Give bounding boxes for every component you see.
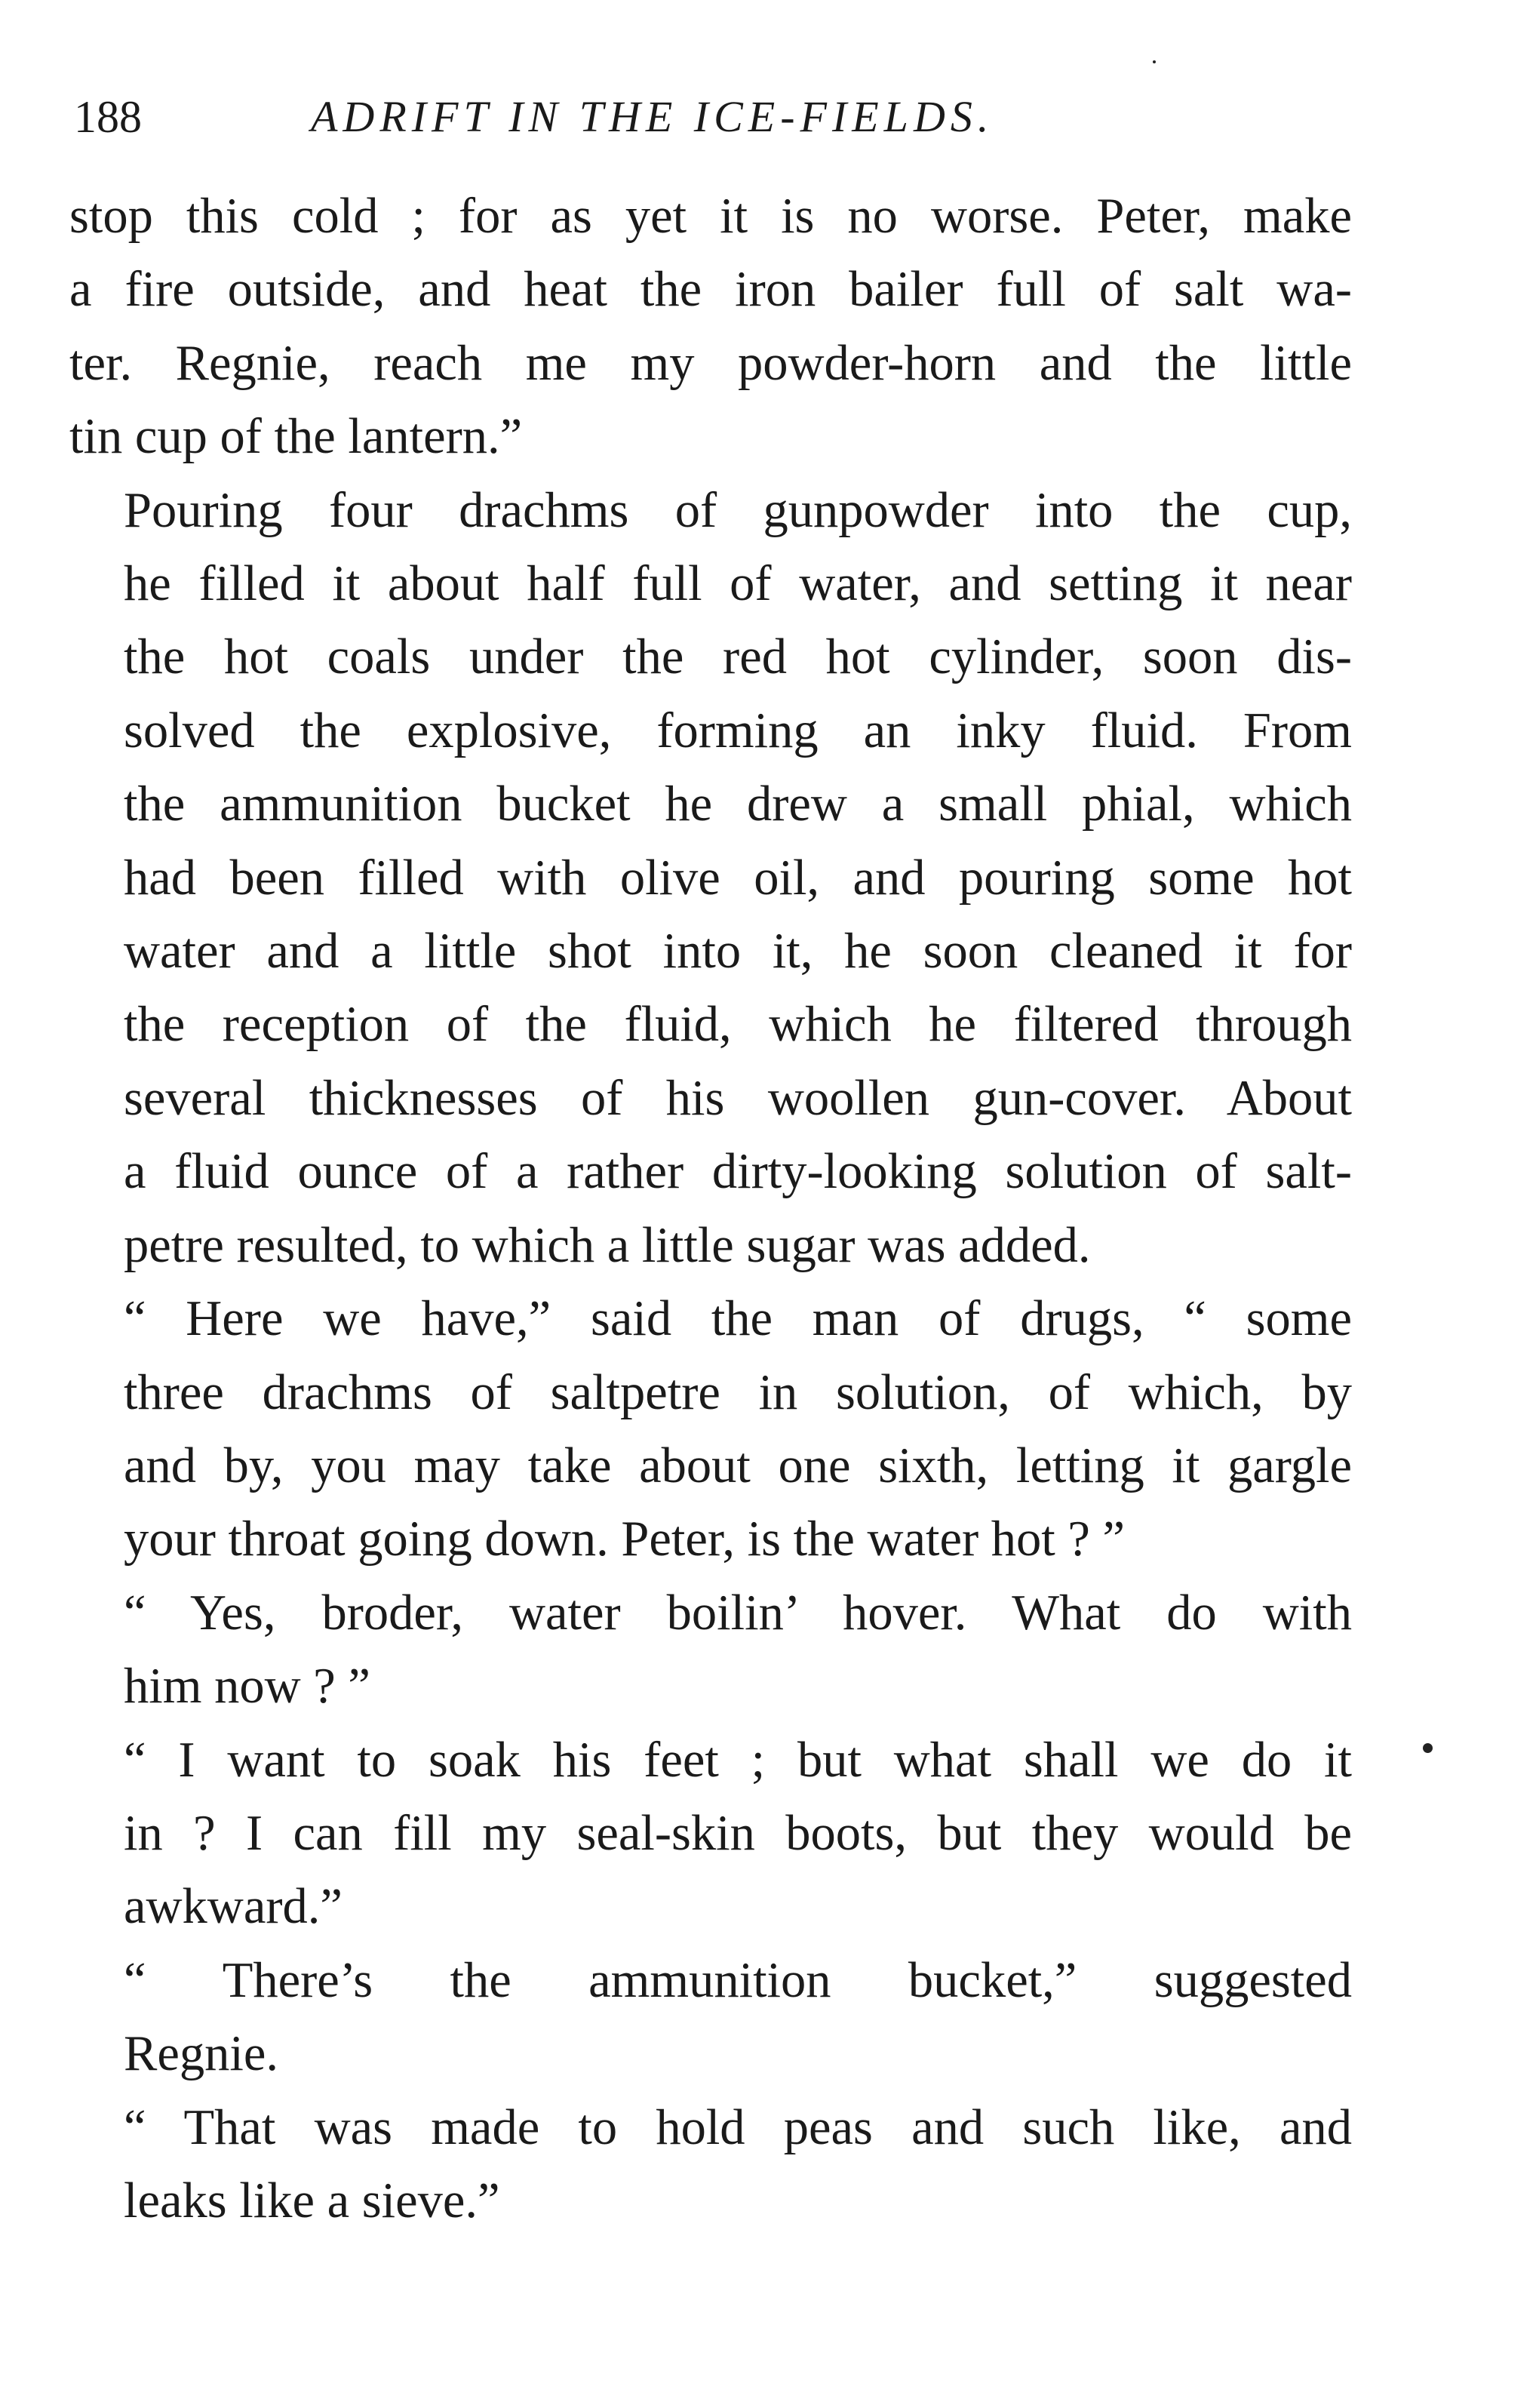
text-line: Pouring four drachms of gunpowder into the cup, bbox=[124, 482, 1352, 538]
paragraph bbox=[69, 2091, 1352, 2238]
book-page bbox=[69, 83, 1352, 2237]
text-line: and by, you may take about one sixth, letting it gargle bbox=[124, 1438, 1352, 1493]
paragraph bbox=[69, 1944, 1352, 2091]
text-line: Regnie. bbox=[124, 2026, 278, 2082]
text-line: solved the explosive, forming an inky fluid. From bbox=[124, 703, 1352, 758]
text-line: him now ? ” bbox=[124, 1659, 370, 1715]
text-line: “ Yes, broder, water boilin’ hover. What do with bbox=[124, 1585, 1352, 1641]
text-line: had been filled with olive oil, and pouring some hot bbox=[124, 850, 1352, 906]
text-line: leaks like a sieve.” bbox=[124, 2173, 500, 2228]
body-text bbox=[69, 180, 1352, 2237]
paragraph bbox=[69, 1724, 1352, 1944]
ink-speck bbox=[1153, 60, 1156, 63]
text-line: a fire outside, and heat the iron bailer full of salt wa- bbox=[69, 262, 1352, 318]
text-line: several thicknesses of his woollen gun-cover. About bbox=[124, 1070, 1352, 1126]
text-line: “ Here we have,” said the man of drugs, “ some bbox=[124, 1291, 1352, 1347]
text-line: water and a little shot into it, he soon cleaned it for bbox=[124, 924, 1352, 979]
text-line: “ There’s the ammunition bucket,” suggested bbox=[124, 1952, 1352, 2008]
paragraph bbox=[69, 180, 1352, 474]
text-line: he filled it about half full of water, and setting it near bbox=[124, 556, 1352, 612]
paragraph bbox=[69, 1576, 1352, 1724]
text-line: the ammunition bucket he drew a small phial, which bbox=[124, 777, 1352, 832]
text-line: three drachms of saltpetre in solution, of which, by bbox=[124, 1364, 1352, 1420]
text-line: the reception of the fluid, which he filtered through bbox=[124, 997, 1352, 1053]
page-number: 188 bbox=[74, 92, 142, 142]
text-line: your throat going down. Peter, is the water hot ? ” bbox=[124, 1512, 1126, 1567]
paragraph bbox=[69, 474, 1352, 1282]
text-line: the hot coals under the red hot cylinder, soon dis- bbox=[124, 629, 1352, 685]
text-line: in ? I can fill my seal-skin boots, but they would be bbox=[124, 1805, 1352, 1861]
text-line: “ I want to soak his feet ; but what shall we do it bbox=[124, 1732, 1352, 1788]
running-head bbox=[69, 83, 1352, 151]
text-line: ter. Regnie, reach me my powder-horn and the little bbox=[69, 335, 1352, 391]
text-line: awkward.” bbox=[124, 1879, 343, 1935]
text-line: stop this cold ; for as yet it is no worse. Peter, make bbox=[69, 189, 1352, 244]
text-line: a fluid ounce of a rather dirty-looking solution of salt- bbox=[124, 1144, 1352, 1200]
running-title: ADRIFT IN THE ICE-FIELDS. bbox=[311, 92, 994, 141]
text-line: tin cup of the lantern.” bbox=[69, 409, 523, 465]
text-line: “ That was made to hold peas and such like, and bbox=[124, 2099, 1352, 2155]
text-line: petre resulted, to which a little sugar was added. bbox=[124, 1217, 1091, 1273]
paragraph bbox=[69, 1282, 1352, 1576]
ink-speck bbox=[1423, 1743, 1433, 1753]
